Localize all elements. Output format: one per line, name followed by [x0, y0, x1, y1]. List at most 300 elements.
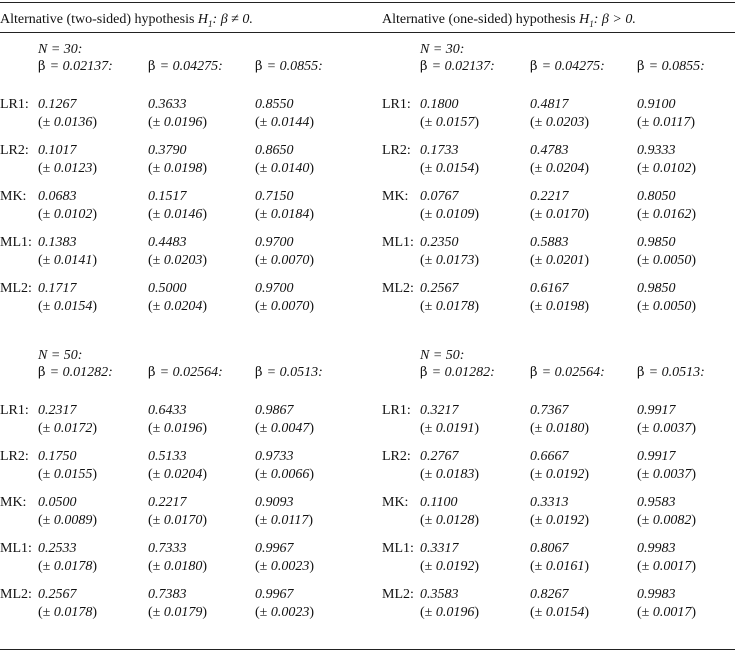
standard-error	[255, 161, 314, 177]
power-value: 0.1800	[420, 97, 459, 112]
se-close: )	[474, 559, 480, 574]
se-open: (±	[420, 115, 436, 130]
se-open: (±	[637, 253, 653, 268]
standard-error	[530, 605, 589, 621]
standard-error	[38, 513, 97, 529]
se-open: (±	[38, 513, 54, 528]
se-value: 0.0128	[435, 513, 475, 528]
se-close: )	[92, 115, 98, 130]
se-open: (±	[255, 467, 271, 482]
standard-error	[637, 161, 696, 177]
se-close: )	[691, 605, 697, 620]
se-value: 0.0023	[270, 559, 310, 574]
se-value: 0.0162	[652, 207, 692, 222]
se-open: (±	[148, 207, 164, 222]
se-close: )	[584, 115, 590, 130]
se-close: )	[690, 115, 695, 130]
standard-error	[637, 115, 695, 131]
header-two-sided-text: Alternative (two-sided) hypothesis	[0, 12, 198, 27]
power-value: 0.4783	[530, 143, 569, 158]
header-one-sided-h: H	[579, 12, 590, 27]
power-value: 0.8067	[530, 541, 569, 556]
se-open: (±	[637, 421, 653, 436]
power-value: 0.9583	[637, 495, 676, 510]
method-label: ML2:	[0, 587, 32, 602]
power-value: 0.9100	[637, 97, 676, 112]
standard-error	[637, 559, 696, 575]
standard-error	[255, 115, 314, 131]
sample-size-label	[38, 348, 82, 364]
sample-size-value: N = 30	[38, 42, 78, 57]
se-open: (±	[420, 513, 436, 528]
method-label: ML1:	[0, 541, 32, 556]
method-label: LR1:	[0, 97, 29, 112]
se-open: (±	[255, 559, 271, 574]
se-close: )	[691, 513, 697, 528]
se-open: (±	[637, 559, 653, 574]
header-two-sided	[0, 12, 253, 32]
power-value: 0.9700	[255, 235, 294, 250]
se-close: )	[308, 513, 313, 528]
se-value: 0.0201	[545, 253, 585, 268]
se-close: )	[92, 513, 98, 528]
se-close: )	[584, 559, 590, 574]
method-label: MK:	[382, 495, 409, 510]
standard-error	[255, 467, 314, 483]
standard-error	[530, 299, 589, 315]
se-value: 0.0178	[53, 559, 93, 574]
se-open: (±	[420, 421, 436, 436]
power-value: 0.8267	[530, 587, 569, 602]
se-value: 0.0196	[163, 115, 203, 130]
standard-error	[38, 115, 97, 131]
se-open: (±	[38, 467, 54, 482]
power-value: 0.9967	[255, 541, 294, 556]
se-close: )	[309, 421, 315, 436]
se-close: )	[92, 299, 98, 314]
power-value: 0.9850	[637, 235, 676, 250]
header-one-sided-rel: : β > 0.	[593, 12, 636, 27]
beta-symbol: β	[148, 365, 160, 380]
power-value: 0.9733	[255, 449, 294, 464]
power-value: 0.3217	[420, 403, 459, 418]
sample-size-suffix: :	[459, 42, 465, 57]
se-value: 0.0136	[53, 115, 93, 130]
standard-error	[148, 161, 207, 177]
power-value: 0.1750	[38, 449, 77, 464]
power-value: 0.4817	[530, 97, 569, 112]
beta-value: = 0.02564:	[541, 365, 605, 380]
se-value: 0.0157	[435, 115, 475, 130]
se-value: 0.0161	[545, 559, 585, 574]
standard-error	[530, 559, 589, 575]
standard-error	[148, 513, 207, 529]
beta-column-header	[637, 365, 705, 381]
standard-error	[38, 605, 97, 621]
standard-error	[530, 467, 589, 483]
standard-error	[637, 421, 696, 437]
se-close: )	[584, 207, 590, 222]
header-one-sided-sub: 1	[589, 18, 594, 29]
se-value: 0.0146	[163, 207, 203, 222]
se-value: 0.0191	[435, 421, 475, 436]
se-value: 0.0179	[163, 605, 203, 620]
method-label: MK:	[0, 495, 27, 510]
se-value: 0.0173	[435, 253, 475, 268]
se-open: (±	[530, 467, 546, 482]
beta-symbol: β	[38, 59, 50, 74]
standard-error	[255, 253, 314, 269]
se-open: (±	[148, 253, 164, 268]
se-close: )	[474, 421, 480, 436]
power-value: 0.6167	[530, 281, 569, 296]
power-value: 0.9983	[637, 541, 676, 556]
header-two-sided-rel: : β ≠ 0.	[212, 12, 253, 27]
se-value: 0.0203	[545, 115, 585, 130]
se-close: )	[474, 115, 480, 130]
se-close: )	[691, 559, 697, 574]
se-value: 0.0196	[435, 605, 475, 620]
beta-column-header	[420, 365, 495, 381]
method-label: MK:	[382, 189, 409, 204]
se-close: )	[92, 253, 98, 268]
header-two-sided-sub: 1	[208, 18, 213, 29]
standard-error	[637, 207, 696, 223]
standard-error	[420, 253, 479, 269]
sample-size-value: N = 50	[420, 348, 460, 363]
se-close: )	[474, 207, 480, 222]
se-open: (±	[420, 605, 436, 620]
se-value: 0.0141	[53, 253, 93, 268]
power-value: 0.2317	[38, 403, 77, 418]
se-value: 0.0183	[435, 467, 475, 482]
power-value: 0.9700	[255, 281, 294, 296]
se-open: (±	[255, 253, 271, 268]
se-open: (±	[637, 115, 653, 130]
se-close: )	[691, 421, 697, 436]
power-value: 0.5133	[148, 449, 187, 464]
se-close: )	[202, 253, 208, 268]
standard-error	[148, 605, 207, 621]
se-close: )	[309, 605, 315, 620]
se-close: )	[92, 467, 98, 482]
se-close: )	[584, 467, 590, 482]
method-label: ML1:	[0, 235, 32, 250]
se-open: (±	[530, 513, 546, 528]
standard-error	[420, 559, 479, 575]
se-open: (±	[255, 421, 271, 436]
se-open: (±	[38, 161, 54, 176]
standard-error	[148, 253, 207, 269]
power-value: 0.0683	[38, 189, 77, 204]
se-open: (±	[38, 253, 54, 268]
se-close: )	[309, 299, 315, 314]
beta-column-header	[530, 59, 605, 75]
standard-error	[530, 513, 589, 529]
se-open: (±	[530, 115, 546, 130]
se-open: (±	[38, 115, 54, 130]
power-value: 0.7383	[148, 587, 187, 602]
se-close: )	[584, 421, 590, 436]
method-label: ML2:	[382, 281, 414, 296]
standard-error	[530, 253, 589, 269]
beta-symbol: β	[530, 365, 542, 380]
power-value: 0.6433	[148, 403, 187, 418]
se-value: 0.0170	[545, 207, 585, 222]
se-open: (±	[255, 115, 271, 130]
power-value: 0.2350	[420, 235, 459, 250]
se-open: (±	[148, 115, 164, 130]
se-close: )	[202, 467, 208, 482]
standard-error	[148, 559, 207, 575]
standard-error	[420, 299, 479, 315]
se-open: (±	[148, 161, 164, 176]
sample-size-label	[420, 42, 464, 58]
beta-symbol: β	[530, 59, 542, 74]
se-close: )	[309, 207, 315, 222]
power-value: 0.8050	[637, 189, 676, 204]
method-label: LR2:	[382, 143, 411, 158]
power-value: 0.9967	[255, 587, 294, 602]
se-open: (±	[637, 467, 653, 482]
standard-error	[637, 467, 696, 483]
beta-symbol: β	[420, 365, 432, 380]
beta-column-header	[38, 365, 113, 381]
standard-error	[38, 421, 97, 437]
se-open: (±	[637, 161, 653, 176]
se-open: (±	[530, 253, 546, 268]
sample-size-label	[38, 42, 82, 58]
se-value: 0.0050	[652, 299, 692, 314]
se-open: (±	[38, 299, 54, 314]
se-open: (±	[530, 421, 546, 436]
beta-symbol: β	[255, 365, 267, 380]
power-value: 0.9333	[637, 143, 676, 158]
se-close: )	[584, 161, 590, 176]
se-open: (±	[530, 299, 546, 314]
se-value: 0.0192	[435, 559, 475, 574]
se-open: (±	[255, 207, 271, 222]
sample-size-value: N = 50	[38, 348, 78, 363]
se-open: (±	[255, 161, 271, 176]
se-open: (±	[148, 467, 164, 482]
standard-error	[255, 299, 314, 315]
standard-error	[255, 559, 314, 575]
standard-error	[38, 207, 97, 223]
beta-column-header	[255, 365, 323, 381]
power-value: 0.6667	[530, 449, 569, 464]
se-value: 0.0017	[652, 605, 692, 620]
sample-size-suffix: :	[459, 348, 465, 363]
se-value: 0.0172	[53, 421, 93, 436]
se-close: )	[92, 161, 98, 176]
se-value: 0.0066	[270, 467, 310, 482]
se-value: 0.0109	[435, 207, 475, 222]
se-value: 0.0050	[652, 253, 692, 268]
se-value: 0.0037	[652, 421, 692, 436]
method-label: LR1:	[382, 97, 411, 112]
power-value: 0.1517	[148, 189, 187, 204]
se-close: )	[309, 115, 315, 130]
se-close: )	[584, 253, 590, 268]
se-value: 0.0180	[163, 559, 203, 574]
se-value: 0.0154	[435, 161, 475, 176]
se-close: )	[309, 161, 315, 176]
se-value: 0.0154	[53, 299, 93, 314]
standard-error	[420, 513, 479, 529]
header-rule	[0, 32, 735, 33]
power-value: 0.2567	[420, 281, 459, 296]
beta-symbol: β	[148, 59, 160, 74]
standard-error	[38, 253, 97, 269]
power-value: 0.2533	[38, 541, 77, 556]
standard-error	[38, 161, 97, 177]
se-open: (±	[420, 161, 436, 176]
se-value: 0.0204	[163, 299, 203, 314]
se-value: 0.0140	[270, 161, 310, 176]
se-open: (±	[255, 299, 271, 314]
power-value: 0.9917	[637, 403, 676, 418]
standard-error	[420, 421, 479, 437]
se-open: (±	[38, 207, 54, 222]
se-close: )	[309, 559, 315, 574]
se-close: )	[202, 161, 208, 176]
se-close: )	[474, 253, 480, 268]
se-close: )	[202, 207, 208, 222]
beta-symbol: β	[637, 59, 649, 74]
beta-value: = 0.02564:	[159, 365, 223, 380]
beta-value: = 0.02137:	[49, 59, 113, 74]
power-value: 0.1717	[38, 281, 77, 296]
power-value: 0.2767	[420, 449, 459, 464]
power-value: 0.7333	[148, 541, 187, 556]
power-value: 0.2217	[530, 189, 569, 204]
power-value: 0.7367	[530, 403, 569, 418]
se-close: )	[474, 605, 480, 620]
se-close: )	[691, 299, 697, 314]
beta-column-header	[530, 365, 605, 381]
se-close: )	[691, 161, 697, 176]
standard-error	[420, 605, 479, 621]
se-value: 0.0023	[270, 605, 310, 620]
se-open: (±	[38, 605, 54, 620]
beta-value: = 0.0855:	[266, 59, 323, 74]
se-value: 0.0070	[270, 253, 310, 268]
se-close: )	[202, 513, 208, 528]
standard-error	[255, 605, 314, 621]
se-value: 0.0117	[270, 513, 309, 528]
se-open: (±	[148, 513, 164, 528]
se-value: 0.0117	[652, 115, 691, 130]
power-value: 0.1017	[38, 143, 77, 158]
standard-error	[255, 513, 313, 529]
se-value: 0.0144	[270, 115, 310, 130]
sample-size-value: N = 30	[420, 42, 460, 57]
se-close: )	[474, 299, 480, 314]
se-value: 0.0198	[545, 299, 585, 314]
method-label: ML1:	[382, 541, 414, 556]
sample-size-suffix: :	[77, 348, 83, 363]
header-one-sided	[382, 12, 636, 32]
se-open: (±	[530, 559, 546, 574]
se-open: (±	[148, 421, 164, 436]
se-open: (±	[637, 207, 653, 222]
standard-error	[38, 559, 97, 575]
beta-value: = 0.0513:	[648, 365, 705, 380]
se-open: (±	[148, 605, 164, 620]
power-value: 0.1100	[420, 495, 458, 510]
se-value: 0.0178	[53, 605, 93, 620]
se-open: (±	[637, 605, 653, 620]
se-close: )	[691, 207, 697, 222]
power-value: 0.4483	[148, 235, 187, 250]
method-label: LR2:	[0, 449, 29, 464]
se-close: )	[92, 207, 98, 222]
beta-column-header	[637, 59, 705, 75]
method-label: ML2:	[382, 587, 414, 602]
standard-error	[148, 115, 207, 131]
se-value: 0.0082	[652, 513, 692, 528]
beta-symbol: β	[420, 59, 432, 74]
standard-error	[637, 605, 696, 621]
sample-size-suffix: :	[77, 42, 83, 57]
se-close: )	[92, 605, 98, 620]
standard-error	[148, 299, 207, 315]
se-value: 0.0198	[163, 161, 203, 176]
method-label: LR2:	[0, 143, 29, 158]
beta-column-header	[420, 59, 495, 75]
beta-column-header	[148, 59, 223, 75]
se-close: )	[691, 467, 697, 482]
method-label: LR1:	[0, 403, 29, 418]
se-close: )	[309, 253, 315, 268]
power-value: 0.5000	[148, 281, 187, 296]
standard-error	[530, 115, 589, 131]
beta-value: = 0.04275:	[159, 59, 223, 74]
sample-size-label	[420, 348, 464, 364]
se-close: )	[691, 253, 697, 268]
bottom-rule	[0, 649, 735, 650]
se-close: )	[474, 467, 480, 482]
se-value: 0.0184	[270, 207, 310, 222]
se-value: 0.0102	[652, 161, 692, 176]
se-close: )	[92, 421, 98, 436]
se-value: 0.0180	[545, 421, 585, 436]
power-value: 0.3317	[420, 541, 459, 556]
header-one-sided-text: Alternative (one-sided) hypothesis	[382, 12, 580, 27]
power-value: 0.3313	[530, 495, 569, 510]
power-value: 0.1383	[38, 235, 77, 250]
power-value: 0.8650	[255, 143, 294, 158]
beta-column-header	[255, 59, 323, 75]
se-open: (±	[255, 513, 271, 528]
power-value: 0.9867	[255, 403, 294, 418]
method-label: ML2:	[0, 281, 32, 296]
power-value: 0.9850	[637, 281, 676, 296]
se-close: )	[202, 421, 208, 436]
se-open: (±	[420, 207, 436, 222]
standard-error	[255, 207, 314, 223]
se-close: )	[584, 605, 590, 620]
se-open: (±	[530, 605, 546, 620]
standard-error	[530, 421, 589, 437]
method-label: ML1:	[382, 235, 414, 250]
beta-column-header	[148, 365, 223, 381]
standard-error	[637, 513, 696, 529]
power-value: 0.0500	[38, 495, 77, 510]
se-open: (±	[38, 559, 54, 574]
se-open: (±	[148, 559, 164, 574]
